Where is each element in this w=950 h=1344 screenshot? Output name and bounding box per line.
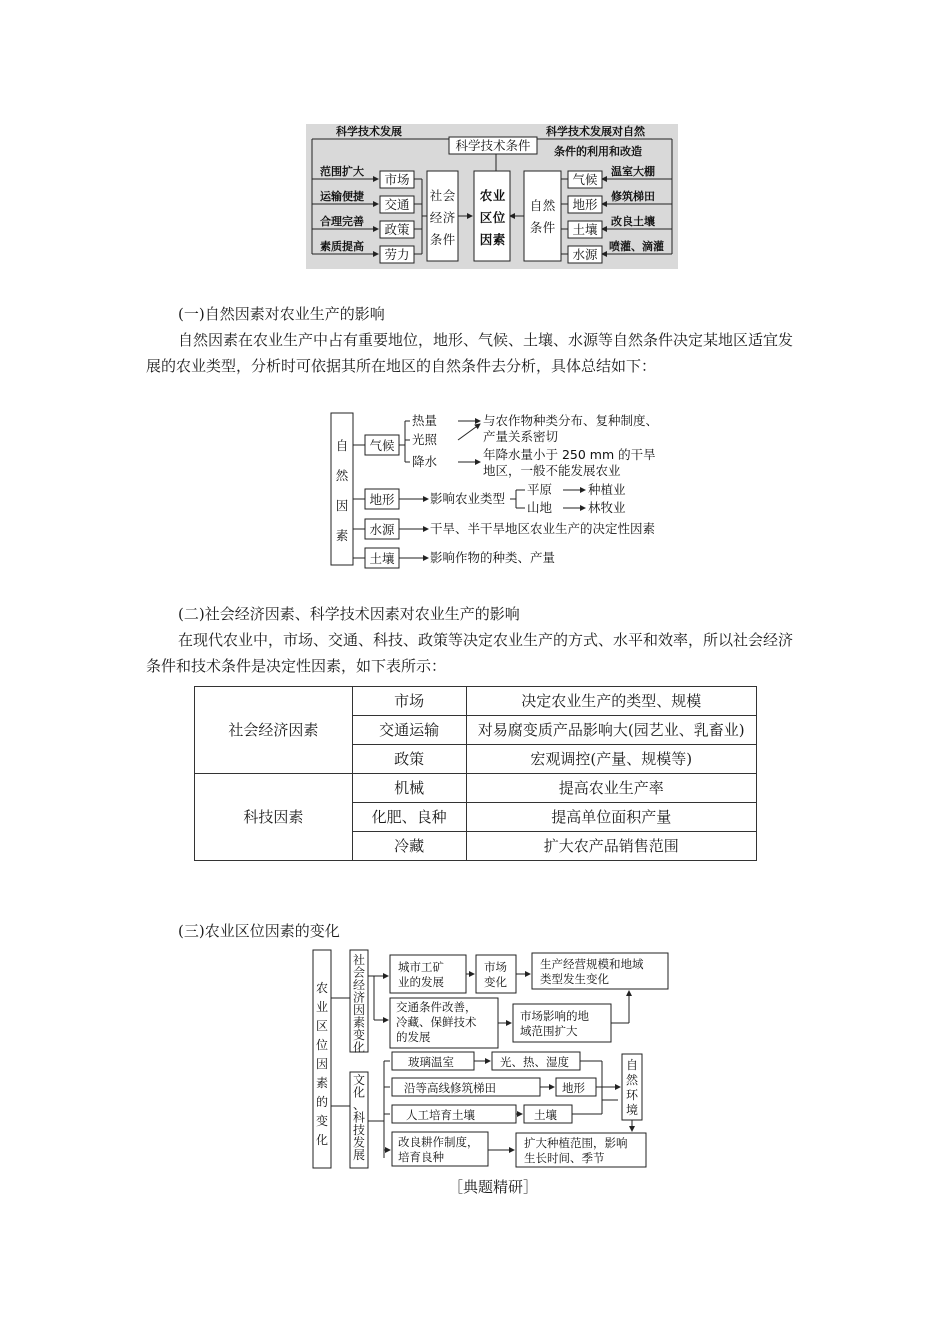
d3-scale-2: 类型发生变化 [540, 972, 609, 986]
d1-market-box: 市场 [384, 172, 410, 187]
d3-scale-1: 生产经营规模和地域 [540, 957, 644, 971]
table-effect: 对易腐变质产品影响大(园艺业、乳畜业) [466, 716, 756, 745]
d2-plain: 平原 [527, 482, 553, 497]
d2-climate-box: 气候 [369, 438, 395, 453]
d2-rain: 降水 [412, 454, 438, 469]
d1-left-label-2: 运输便捷 [320, 190, 364, 203]
footer-label: ［典题精研］ [448, 1178, 539, 1196]
d3-transport-1: 交通条件改善， [396, 1000, 477, 1014]
table-row [195, 687, 757, 716]
table-effect: 决定农业生产的类型、规模 [466, 687, 756, 716]
d1-right-label-2: 修筑梯田 [611, 190, 655, 203]
table-effect: 提高农业生产率 [466, 774, 756, 803]
d2-terrain-effect: 影响农业类型 [430, 491, 506, 506]
section3-heading: (三)农业区位因素的变化 [178, 922, 340, 940]
table-row [195, 774, 757, 803]
d2-terrain-box: 地形 [369, 492, 395, 507]
table-factor: 化肥、良种 [352, 803, 466, 832]
d1-top-right-2: 条件的利用和改造 [554, 145, 642, 158]
table-effect: 宏观调控(产量、规模等) [466, 745, 756, 774]
d1-labor-box: 劳力 [384, 247, 410, 262]
d2-rain-effect-1: 年降水量小于 250 mm 的干旱 [483, 447, 656, 462]
d1-terrain-box: 地形 [572, 197, 598, 212]
d3-social-change-box: 社会经济因素变化 [352, 953, 366, 1055]
d3-transport-2: 冷藏、保鲜技术 [396, 1015, 477, 1029]
natural-factors-diagram [330, 410, 670, 570]
d3-reform-2: 培育良种 [398, 1150, 444, 1164]
d3-market-change-1: 市场 [484, 960, 507, 974]
d1-water-box: 水源 [572, 247, 598, 262]
d2-heat-light-effect-1: 与农作物种类分布、复种制度、 [483, 413, 659, 428]
d2-plain-effect: 种植业 [588, 482, 626, 497]
d2-mountain: 山地 [527, 500, 553, 515]
d3-terrain: 地形 [562, 1081, 585, 1095]
table-factor: 交通运输 [352, 716, 466, 745]
agri-location-diagram [306, 124, 678, 269]
d1-left-label-3: 合理完善 [320, 215, 364, 228]
d3-natural-env-box: 自然环境 [625, 1058, 639, 1117]
d2-root-box: 自然因素 [335, 438, 349, 543]
table-factor: 政策 [352, 745, 466, 774]
d1-top-right-1: 科学技术发展对自然 [546, 125, 645, 138]
d1-right-label-4: 喷灌、滴灌 [609, 240, 664, 253]
table-group-tech: 科技因素 [195, 774, 353, 861]
d1-soil-box: 土壤 [572, 222, 598, 237]
d1-tech-box: 科学技术条件 [455, 138, 531, 153]
section1-heading: (一)自然因素对农业生产的影响 [178, 305, 385, 323]
table-factor: 市场 [352, 687, 466, 716]
d3-market-range-1: 市场影响的地 [520, 1009, 589, 1023]
d1-natural-box: 自然条件 [529, 198, 556, 235]
d3-city-1: 城市工矿 [398, 960, 444, 974]
table-factor: 机械 [352, 774, 466, 803]
d3-tech-dev-box: 文化、科技发展 [352, 1073, 366, 1162]
d3-soil: 土壤 [534, 1108, 557, 1122]
d3-glass: 玻璃温室 [408, 1055, 454, 1069]
d1-center-box: 农业区位因素 [479, 188, 506, 247]
d2-mountain-effect: 林牧业 [588, 500, 626, 515]
table-group-social: 社会经济因素 [195, 687, 353, 774]
d3-light-heat: 光、热、湿度 [500, 1055, 569, 1069]
d3-reform-1: 改良耕作制度， [398, 1135, 479, 1149]
d1-left-label-1: 范围扩大 [320, 165, 364, 178]
d3-soil-cult: 人工培育土壤 [406, 1108, 475, 1122]
d3-root-box: 农业区位因素的变化 [315, 981, 329, 1147]
d2-rain-effect-2: 地区，一般不能发展农业 [483, 463, 621, 478]
d3-market-change-2: 变化 [484, 975, 507, 989]
d1-policy-box: 政策 [384, 222, 410, 237]
d3-market-range-2: 域范围扩大 [520, 1024, 578, 1038]
factors-table [194, 686, 757, 861]
d1-left-label-4: 素质提高 [320, 240, 364, 253]
table-effect: 提高单位面积产量 [466, 803, 756, 832]
d1-right-label-1: 温室大棚 [611, 165, 655, 178]
d2-water-box: 水源 [369, 522, 395, 537]
table-effect: 扩大农产品销售范围 [466, 832, 756, 861]
d2-soil-effect: 影响作物的种类、产量 [430, 550, 556, 565]
d1-climate-box: 气候 [572, 172, 598, 187]
d2-light: 光照 [412, 432, 438, 447]
d3-city-2: 业的发展 [398, 975, 444, 989]
d2-heat: 热量 [412, 413, 438, 428]
d1-transport-box: 交通 [384, 197, 410, 212]
d2-heat-light-effect-2: 产量关系密切 [483, 429, 559, 444]
location-change-diagram [312, 948, 677, 1172]
section2-heading: (二)社会经济因素、科学技术因素对农业生产的影响 [178, 605, 520, 623]
d2-soil-box: 土壤 [369, 551, 395, 566]
d3-terrace: 沿等高线修筑梯田 [404, 1081, 496, 1095]
d3-expand-2: 生长时间、季节 [524, 1151, 605, 1165]
section2-paragraph: 在现代农业中，市场、交通、科技、政策等决定农业生产的方式、水平和效率，所以社会经济条件和技术条件是决定性因素，如下表所示： [146, 631, 794, 675]
table-factor: 冷藏 [352, 832, 466, 861]
d2-water-effect: 干旱、半干旱地区农业生产的决定性因素 [430, 521, 656, 536]
d3-expand-1: 扩大种植范围，影响 [524, 1136, 628, 1150]
d3-transport-3: 的发展 [396, 1030, 431, 1044]
d1-right-label-3: 改良土壤 [611, 215, 655, 228]
section1-paragraph: 自然因素在农业生产中占有重要地位，地形、气候、土壤、水源等自然条件决定某地区适宜发展的农业类型，分析时可依据其所在地区的自然条件去分析，具体总结如下： [146, 331, 794, 375]
d1-top-left: 科学技术发展 [336, 125, 402, 138]
d1-social-box: 社会经济条件 [429, 188, 456, 247]
